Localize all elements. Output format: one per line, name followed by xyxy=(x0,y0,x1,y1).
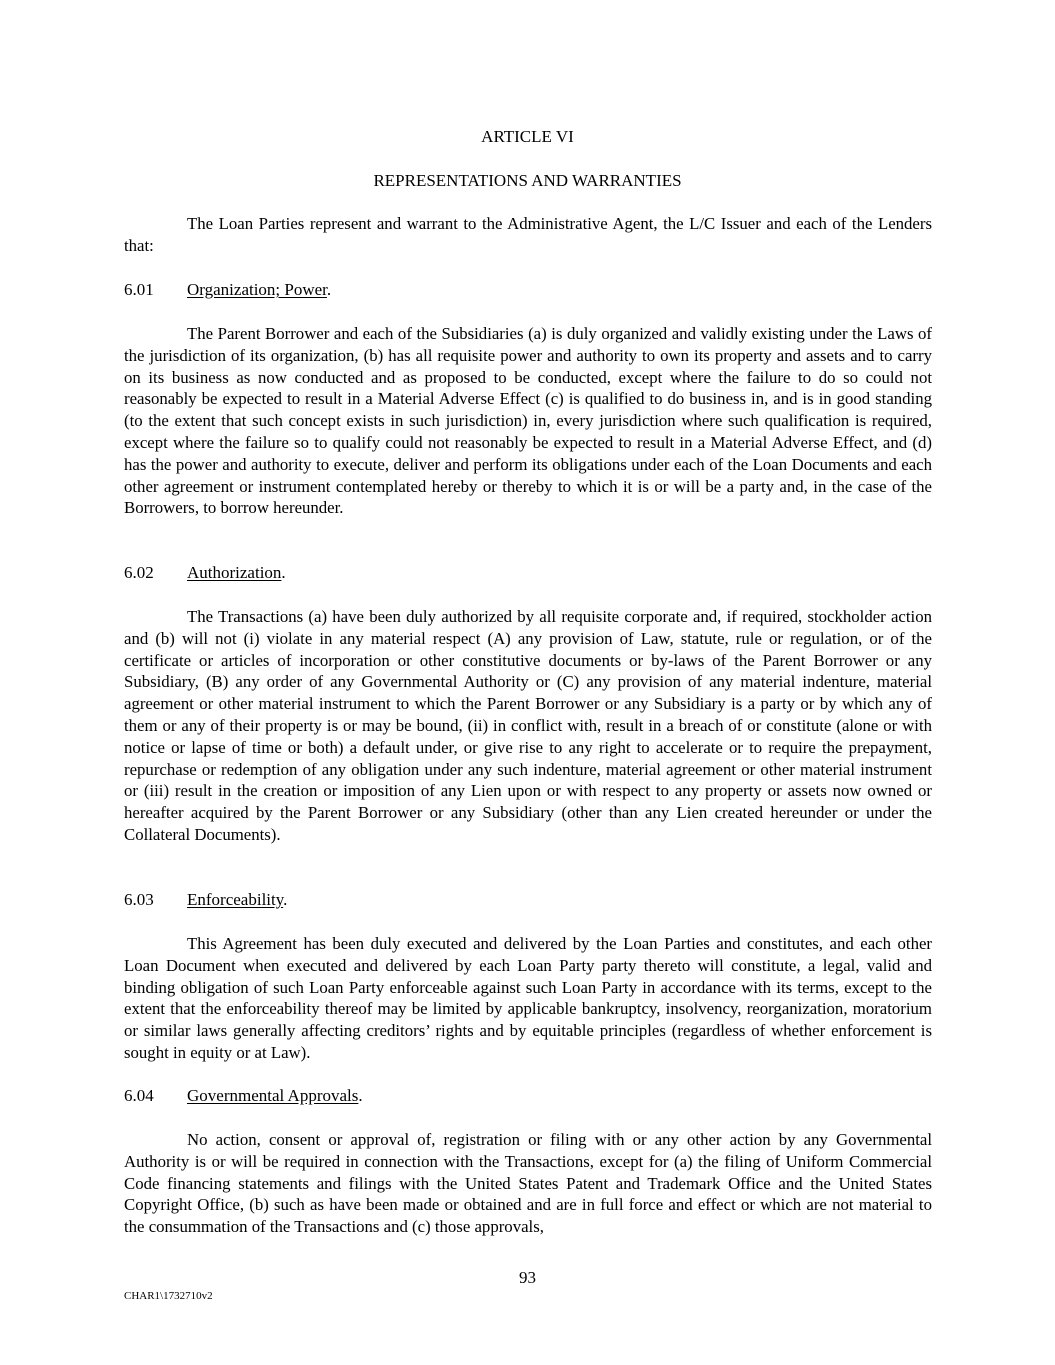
section-title: Organization; Power xyxy=(187,280,327,299)
section-heading-6-03 xyxy=(124,889,287,911)
section-title: Governmental Approvals xyxy=(187,1086,359,1105)
section-body-6-02: The Transactions (a) have been duly authorized by all requisite corporate and, if required, stockholder action and (b) will not (i) violate in any material respect (A) any provision of Law, statute, rule or regulation, or of the certificate or articles of incorporation or other constitutive documents or by-laws of the Parent Borrower or any Subsidiary, (B) any order of any Governmental Authority or (C) any provision of any material indenture, material agreement or other material instrument to which the Parent Borrower or any Subsidiary is a party or by which any of them or any of their property is or may be bound, (ii) in conflict with, result in a breach of or constitute (alone or with notice or lapse of time or both) a default under, or give rise to any right to accelerate or to require the prepayment, repurchase or redemption of any obligation under any such indenture, material agreement or other material instrument or (iii) result in the creation or imposition of any Lien upon or with respect to any property or assets now owned or hereafter acquired by the Parent Borrower or any Subsidiary (other than any Lien created hereunder or under the Collateral Documents). xyxy=(124,607,932,844)
page-number: 93 xyxy=(519,1268,536,1287)
section-title-punct: . xyxy=(326,280,332,299)
article-title: REPRESENTATIONS AND WARRANTIES xyxy=(373,171,682,190)
section-title: Enforceability xyxy=(187,890,284,909)
section-number: 6.01 xyxy=(124,280,154,299)
section-title: Authorization xyxy=(187,563,282,582)
section-heading-6-04 xyxy=(124,1085,363,1107)
article-number: ARTICLE VI xyxy=(481,127,574,146)
document-id: CHAR1\1732710v2 xyxy=(124,1290,213,1302)
section-body-6-04: No action, consent or approval of, registration or filing with or any other action by any Governmental Authority is or will be required in connection with the Transactions, except for (a) the filing of Uniform Commercial Code financing statements and filings with the United States Patent and Trademark Office and the United States Copyright Office, (b) such as have been made or obtained and are in full force and effect or which are not material to the consummation of the Transactions and (c) those approvals, xyxy=(124,1130,932,1237)
section-heading-6-01 xyxy=(124,279,331,301)
section-number: 6.04 xyxy=(124,1086,154,1105)
intro-paragraph: The Loan Parties represent and warrant to the Administrative Agent, the L/C Issuer and each of the Lenders that: xyxy=(124,214,932,255)
section-title-punct: . xyxy=(283,890,288,909)
section-title-punct: . xyxy=(358,1086,363,1105)
section-heading-6-02 xyxy=(124,562,286,584)
section-number: 6.02 xyxy=(124,563,154,582)
section-body-6-03: This Agreement has been duly executed and delivered by the Loan Parties and constitutes, and each other Loan Document when executed and delivered by each Loan Party party thereto will constitute, a legal, valid and binding obligation of such Loan Party enforceable against such Loan Party in accordance with its terms, except to the extent that the enforceability thereof may be limited by applicable bankruptcy, insolvency, reorganization, moratorium or similar laws generally affecting creditors’ rights and by equitable principles (regardless of whether enforcement is sought in equity or at Law). xyxy=(124,934,932,1062)
section-number: 6.03 xyxy=(124,890,154,909)
section-body-6-01: The Parent Borrower and each of the Subsidiaries (a) is duly organized and validly existing under the Laws of the jurisdiction of its organization, (b) has all requisite power and authority to own its property and assets and to carry on its business as now conducted and as proposed to be conducted, except where the failure to do so could not reasonably be expected to result in a Material Adverse Effect (c) is qualified to do business in, and is in good standing (to the extent that such concept exists in such jurisdiction) in, every jurisdiction where such qualification is required, except where the failure so to qualify could not reasonably be expected to result in a Material Adverse Effect, and (d) has the power and authority to execute, deliver and perform its obligations under each of the Loan Documents and each other agreement or instrument contemplated hereby or thereby to which it is or will be a party and, in the case of the Borrowers, to borrow hereunder. xyxy=(124,324,932,518)
section-title-punct: . xyxy=(281,563,286,582)
